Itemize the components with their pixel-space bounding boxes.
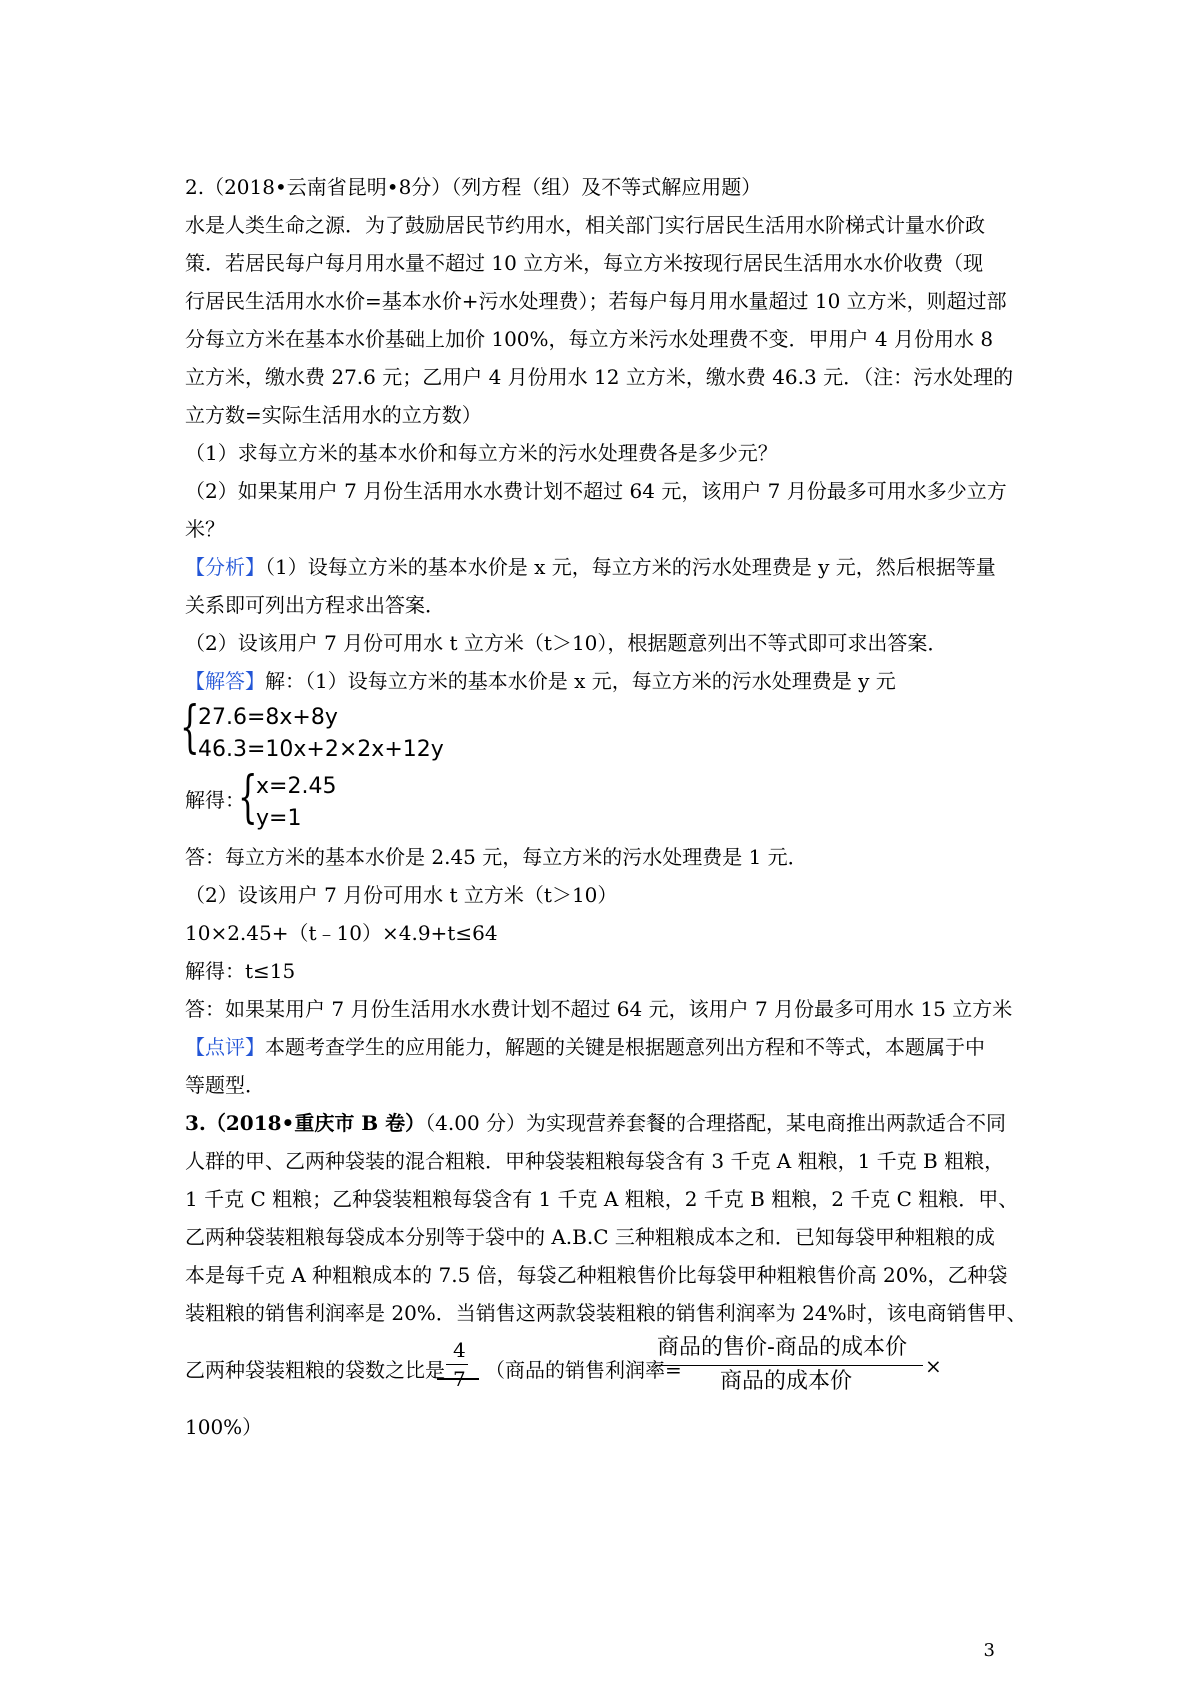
q3-body-line: 本是每千克 A 种粗粮成本的 7.5 倍，每袋乙种粗粮售价比每袋甲种粗粮售价高 20%，乙种袋 xyxy=(185,1263,1008,1287)
formula-fraction-bar xyxy=(655,1365,923,1366)
answer-fraction-bar xyxy=(446,1364,468,1365)
q3-tail: 100%） xyxy=(185,1415,263,1439)
q2-body-line: 分每立方米在基本水价基础上加价 100%，每立方米污水处理费不变．甲用户 4 月份用水 8 xyxy=(185,327,994,351)
answer-denominator: 7 xyxy=(453,1367,466,1391)
analysis-line-3: （2）设该用户 7 月份可用水 t 立方米（t＞10），根据题意列出不等式即可求出答案． xyxy=(185,631,948,655)
part-2: （2）设该用户 7 月份可用水 t 立方米（t＞10） xyxy=(185,883,618,907)
q2-body-line: 行居民生活用水水价=基本水价+污水处理费）；若每户每月用水量超过 10 立方米，则超过部 xyxy=(185,289,1007,313)
equation-1: 27.6=8x+8y xyxy=(198,705,338,730)
q3-last-mid: （商品的销售利润率= xyxy=(485,1358,682,1382)
q3-body-line: 1 千克 C 粗粮；乙种袋装粗粮每袋含有 1 千克 A 粗粮，2 千克 B 粗粮，2 千克 C 粗粮．甲、 xyxy=(185,1187,1019,1211)
comment-tag: 【点评】 xyxy=(185,1035,265,1059)
comment-line xyxy=(185,1035,985,1059)
analysis-line-2: 关系即可列出方程求出答案． xyxy=(185,593,445,617)
analysis-text: （1）设每立方米的基本水价是 x 元，每立方米的污水处理费是 y 元，然后根据等量 xyxy=(265,555,996,579)
equation-2: 46.3=10x+2×2x+12y xyxy=(198,737,444,762)
answer-2: 答：如果某用户 7 月份生活用水水费计划不超过 64 元，该用户 7 月份最多可用水 15 立方米 xyxy=(185,997,1013,1021)
formula-denominator: 商品的成本价 xyxy=(720,1369,853,1394)
q2-sub-question-1: （1）求每立方米的基本水价和每立方米的污水处理费各是多少元？ xyxy=(185,441,778,465)
q2-sub-question-2: （2）如果某用户 7 月份生活用水水费计划不超过 64 元，该用户 7 月份最多可用水多少立方 xyxy=(185,479,1007,503)
solution-brace: { xyxy=(238,765,258,830)
q3-body-line: 乙两种袋装粗粮每袋成本分别等于袋中的 A.B.C 三种粗粮成本之和．已知每袋甲种粗粮的成 xyxy=(185,1225,995,1249)
q2-body-line: 水是人类生命之源．为了鼓励居民节约用水，相关部门实行居民生活用水阶梯式计量水价政 xyxy=(185,213,985,237)
answer-numerator: 4 xyxy=(453,1338,466,1362)
solution-line xyxy=(185,669,896,693)
q2-header: 2.（2018•云南省昆明•8分）（列方程（组）及不等式解应用题） xyxy=(185,175,762,199)
answer-1: 答：每立方米的基本水价是 2.45 元，每立方米的污水处理费是 1 元． xyxy=(185,845,808,869)
q3-body-line: 人群的甲、乙两种袋装的混合粗粮．甲种袋装粗粮每袋含有 3 千克 A 粗粮，1 千克 B 粗粮， xyxy=(185,1149,1005,1173)
q3-body-line: 装粗粮的销售利润率是 20%．当销售这两款袋装粗粮的销售利润率为 24%时，该电商销售甲、 xyxy=(185,1301,1027,1325)
analysis-line xyxy=(185,555,996,579)
q3-header-line xyxy=(185,1111,1006,1135)
solution-tag: 【解答】 xyxy=(185,669,265,693)
comment-line-2: 等题型． xyxy=(185,1073,265,1097)
q3-header: 3.（2018•重庆市 B 卷） xyxy=(185,1111,426,1135)
q2-body-line: 立方米，缴水费 27.6 元；乙用户 4 月份用水 12 立方米，缴水费 46.3 元．（注：污水处理的 xyxy=(185,365,1014,389)
comment-text: 本题考查学生的应用能力，解题的关键是根据题意列出方程和不等式，本题属于中 xyxy=(265,1035,985,1059)
solution-x: x=2.45 xyxy=(256,774,337,799)
q2-sub-question-2-cont: 米？ xyxy=(185,517,225,541)
page-number: 3 xyxy=(983,1640,995,1661)
solved-2: 解得：t≤15 xyxy=(185,959,296,983)
q2-body-line: 策．若居民每户每月用水量不超过 10 立方米，每立方米按现行居民生活用水水价收费（现 xyxy=(185,251,984,275)
inequality: 10×2.45+（t﹣10）×4.9+t≤64 xyxy=(185,921,498,945)
q3-last-prefix: 乙两种袋装粗粮的袋数之比是 xyxy=(185,1358,445,1382)
solved-label: 解得： xyxy=(185,788,245,812)
analysis-tag: 【分析】 xyxy=(185,555,265,579)
solution-text: 解：（1）设每立方米的基本水价是 x 元，每立方米的污水处理费是 y 元 xyxy=(265,669,896,693)
q2-body-line: 立方数=实际生活用水的立方数） xyxy=(185,403,482,427)
system-brace: { xyxy=(180,695,200,760)
formula-numerator: 商品的售价-商品的成本价 xyxy=(657,1335,907,1360)
q3-header-rest: （4.00 分）为实现营养套餐的合理搭配，某电商推出两款适合不同 xyxy=(425,1111,1007,1135)
times-sign: × xyxy=(925,1354,942,1378)
solution-y: y=1 xyxy=(256,806,302,831)
